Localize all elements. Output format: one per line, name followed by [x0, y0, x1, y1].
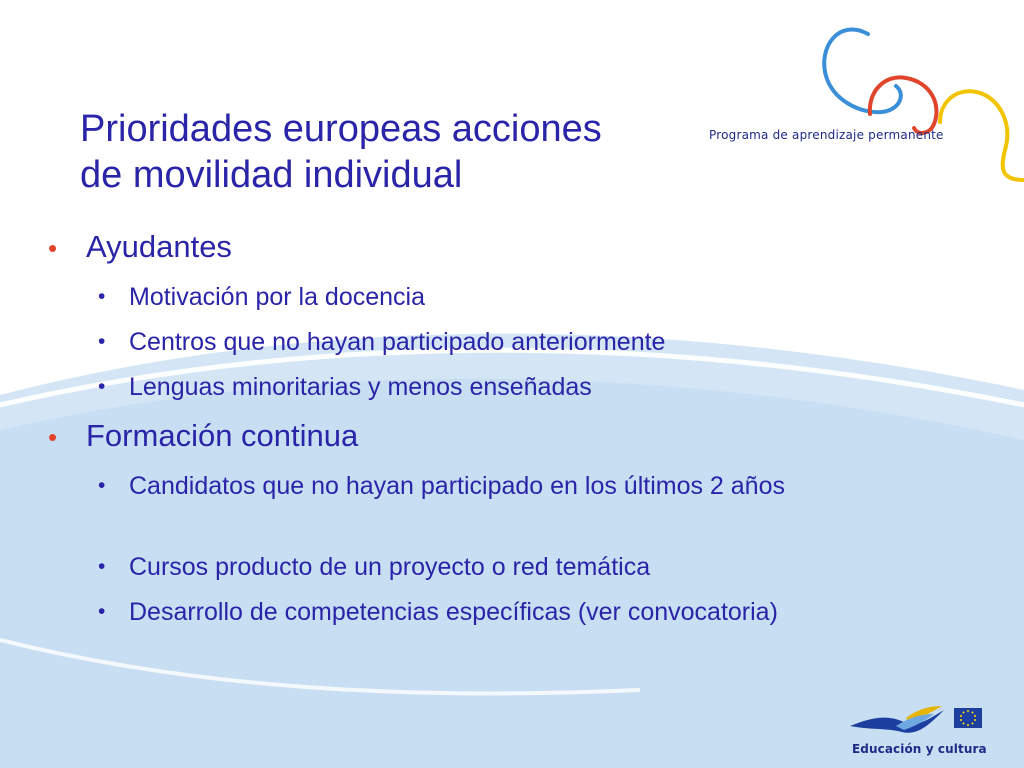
sub-bullet	[98, 469, 948, 503]
sub-bullet	[98, 280, 978, 314]
sub-bullet-dot: •	[98, 375, 106, 398]
bullet-formacion-continua	[48, 418, 358, 455]
sub-bullet-text: Lenguas minoritarias y menos enseñadas	[129, 373, 592, 401]
bullet-label: Ayudantes	[86, 229, 232, 264]
sub-bullet-text: Candidatos que no hayan participado en los últimos 2 años	[129, 472, 785, 500]
footer-logo-text: Educación y cultura	[852, 742, 987, 756]
sub-bullet-dot: •	[98, 555, 106, 578]
bullet-label: Formación continua	[86, 418, 359, 453]
program-logo-text: Programa de aprendizaje permanente	[709, 128, 944, 142]
sub-bullet	[98, 595, 818, 629]
sub-bullet-dot: •	[98, 600, 106, 623]
sub-bullet-text: Centros que no hayan participado anteriormente	[129, 328, 666, 356]
bullet-dot: •	[48, 233, 58, 263]
slide-title-line-1: Prioridades europeas acciones	[80, 108, 602, 150]
bullet-ayudantes	[48, 229, 232, 266]
slide-title-line-2: de movilidad individual	[80, 154, 463, 196]
sub-bullet-dot: •	[98, 285, 106, 308]
bullet-dot: •	[48, 422, 58, 452]
sub-bullet-text: Motivación por la docencia	[129, 283, 425, 311]
wave-emblem-icon	[850, 710, 944, 733]
sub-bullet-dot: •	[98, 330, 106, 353]
sub-bullet	[98, 325, 978, 359]
sub-bullet	[98, 370, 978, 404]
sub-bullet-text: Desarrollo de competencias específicas (ver convocatoria)	[129, 598, 778, 626]
sub-bullet-text: Cursos producto de un proyecto o red temática	[129, 553, 651, 581]
sub-bullet-dot: •	[98, 474, 106, 497]
sub-bullet	[98, 550, 978, 584]
